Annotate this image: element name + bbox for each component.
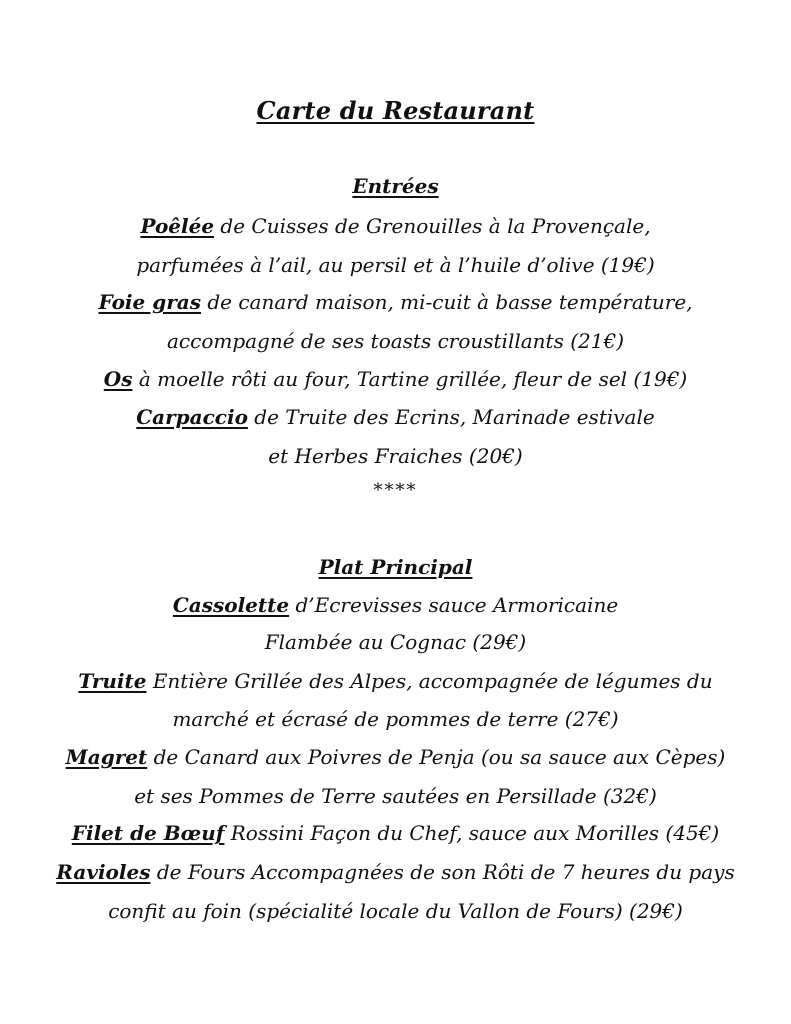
menu-item-magret — [0, 742, 791, 772]
menu-item-magret-cont: et ses Pommes de Terre sautées en Persillade (32€) — [134, 784, 657, 808]
menu-item-os — [0, 364, 791, 394]
dish-name: Poêlée — [140, 214, 215, 238]
dish-description: de canard maison, mi-cuit à basse température, — [200, 290, 693, 314]
menu-title: Carte du Restaurant — [256, 96, 535, 125]
menu-item-cassolette — [0, 590, 791, 620]
menu-item-truite-cont: marché et écrasé de pommes de terre (27€) — [172, 707, 619, 731]
menu-item-carpaccio — [0, 402, 791, 432]
section-separator: **** — [373, 480, 418, 501]
dish-name: Os — [103, 367, 133, 391]
dish-description: à moelle rôti au four, Tartine grillée, fleur de sel (19€) — [132, 367, 688, 391]
dish-description: de Truite des Ecrins, Marinade estivale — [247, 405, 655, 429]
dish-name: Magret — [65, 745, 148, 769]
dish-name: Truite — [78, 669, 147, 693]
dish-name: Foie gras — [98, 290, 201, 314]
menu-item-foie-gras — [0, 287, 791, 317]
dish-name: Cassolette — [172, 593, 290, 617]
dish-description: Entière Grillée des Alpes, accompagnée de légumes du — [146, 669, 713, 693]
menu-item-ravioles-cont: confit au foin (spécialité locale du Vallon de Fours) (29€) — [108, 899, 683, 923]
dish-name: Filet de Bœuf — [71, 821, 225, 845]
section-heading-entrees: Entrées — [352, 174, 439, 198]
dish-description: d’Ecrevisses sauce Armoricaine — [289, 593, 619, 617]
menu-item-foie-gras-cont: accompagné de ses toasts croustillants (21€) — [167, 329, 624, 353]
menu-item-ravioles — [0, 857, 791, 887]
dish-name: Ravioles — [56, 860, 151, 884]
section-heading-plats: Plat Principal — [318, 555, 473, 579]
dish-name: Carpaccio — [136, 405, 248, 429]
menu-item-poelee-cont: parfumées à l’ail, au persil et à l’huile d’olive (19€) — [136, 253, 655, 277]
menu-item-carpaccio-cont: et Herbes Fraiches (20€) — [268, 444, 523, 468]
dish-description: de Fours Accompagnées de son Rôti de 7 heures du pays — [150, 860, 735, 884]
dish-description: Rossini Façon du Chef, sauce aux Morilles (45€) — [224, 821, 720, 845]
menu-item-cassolette-cont: Flambée au Cognac (29€) — [264, 630, 527, 654]
menu-item-poelee — [0, 211, 791, 241]
dish-description: de Cuisses de Grenouilles à la Provençale, — [214, 214, 651, 238]
dish-description: de Canard aux Poivres de Penja (ou sa sauce aux Cèpes) — [147, 745, 726, 769]
menu-item-filet-de-boeuf — [0, 818, 791, 848]
menu-item-truite — [0, 666, 791, 696]
